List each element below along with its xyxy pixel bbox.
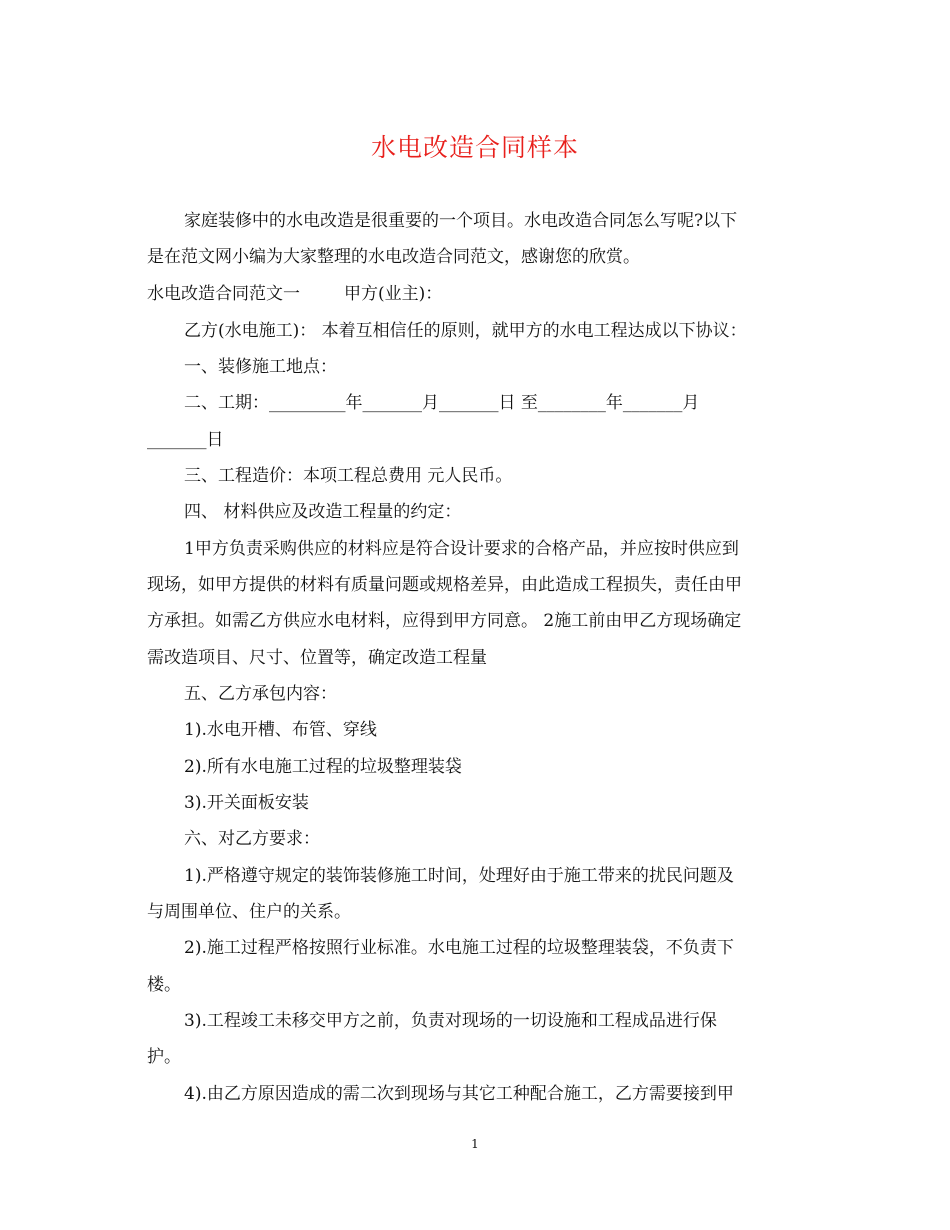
section-5-heading: 五、乙方承包内容： (184, 684, 337, 704)
section-6-heading: 六、对乙方要求： (184, 829, 320, 849)
section-4-paragraph-line: 现场，如甲方提供的材料有质量问题或规格差异，由此造成工程损失，责任由甲 (147, 575, 742, 595)
section-6-item-line: 与周围单位、住户的关系。 (147, 902, 351, 922)
section-2-heading: 二、工期：_________年_______月_______日 至________年_______月 (184, 393, 700, 413)
section-6-item-line: 护。 (147, 1047, 181, 1067)
section-6-item-line: 4).由乙方原因造成的需二次到现场与其它工种配合施工，乙方需要接到甲 (184, 1084, 734, 1104)
section-6-item-line: 1).严格遵守规定的装饰装修施工时间，处理好由于施工带来的扰民问题及 (184, 866, 734, 886)
section-4-paragraph-line: 方承担。如需乙方供应水电材料，应得到甲方同意。 2施工前由甲乙方现场确定 (147, 611, 742, 631)
party-a-label: 甲方(业主)： (344, 284, 443, 304)
section-4-paragraph-line: 需改造项目、尺寸、位置等，确定改造工程量 (147, 648, 487, 668)
section-2-continuation: _______日 (147, 430, 224, 450)
sample-heading-line (147, 281, 807, 307)
section-6-item-line: 楼。 (147, 975, 181, 995)
sample-label: 水电改造合同范文一 (147, 284, 300, 304)
section-1-heading: 一、装修施工地点： (184, 357, 337, 377)
page-number: 1 (471, 1137, 479, 1151)
section-4-paragraph-line: 1甲方负责采购供应的材料应是符合设计要求的合格产品，并应按时供应到 (184, 539, 739, 559)
party-b-line: 乙方(水电施工)： 本着互相信任的原则，就甲方的水电工程达成以下协议： (184, 321, 747, 341)
section-5-item: 3).开关面板安装 (184, 793, 309, 813)
document-title: 水电改造合同样本 (370, 133, 579, 162)
intro-paragraph-line: 家庭装修中的水电改造是很重要的一个项目。水电改造合同怎么写呢?以下 (184, 211, 738, 231)
section-5-item: 2).所有水电施工过程的垃圾整理装袋 (184, 757, 462, 777)
intro-paragraph-line: 是在范文网小编为大家整理的水电改造合同范文，感谢您的欣赏。 (147, 247, 640, 267)
section-6-item-line: 2).施工过程严格按照行业标准。水电施工过程的垃圾整理装袋，不负责下 (184, 938, 734, 958)
section-6-item-line: 3).工程竣工未移交甲方之前，负责对现场的一切设施和工程成品进行保 (184, 1011, 717, 1031)
section-3-heading: 三、工程造价：本项工程总费用 元人民币。 (184, 466, 513, 486)
section-5-item: 1).水电开槽、布管、穿线 (184, 720, 377, 740)
section-4-heading: 四、 材料供应及改造工程量的约定： (184, 502, 462, 522)
